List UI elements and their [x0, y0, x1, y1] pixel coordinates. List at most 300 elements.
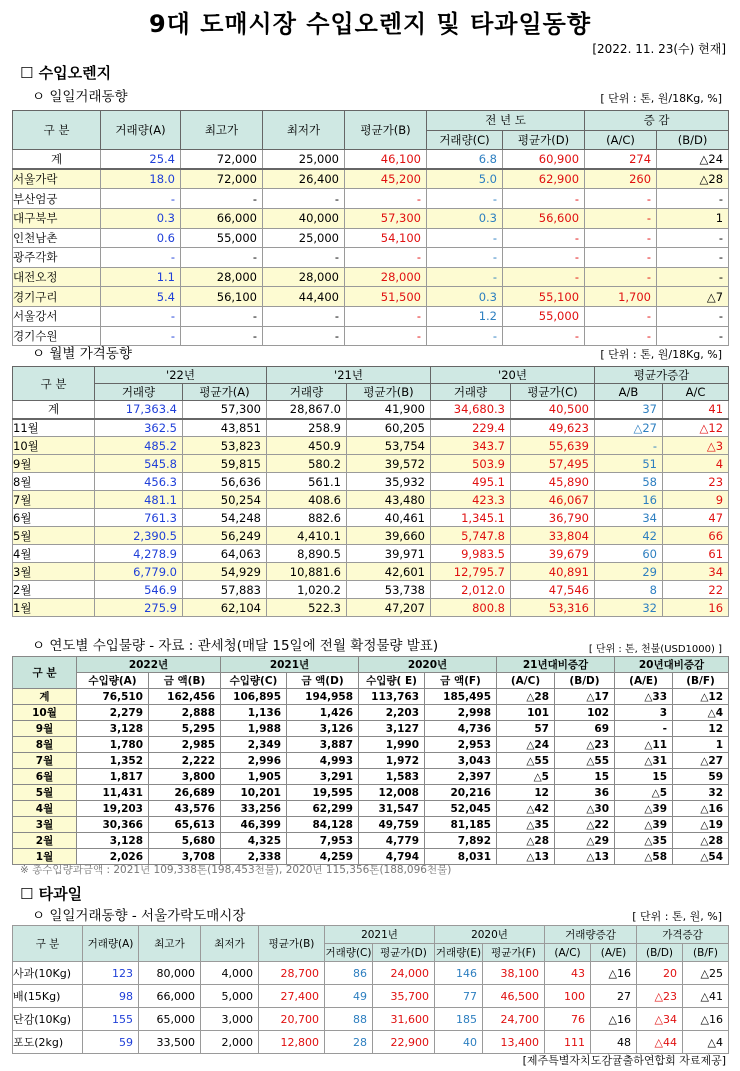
cell-ae: 27 — [591, 985, 637, 1008]
cell-volume: - — [101, 248, 181, 268]
col-ab: 금 액(B) — [149, 673, 221, 689]
yearly-subtitle-text: 연도별 수입물량 - 자료 : 관세청(매달 15일에 전월 확정물량 발표) — [49, 638, 439, 654]
cell-ac: 34 — [663, 563, 729, 581]
cell-avg: - — [345, 248, 427, 268]
cell-bd: △17 — [555, 689, 615, 705]
cell-bd: △24 — [657, 150, 729, 170]
cell-avg: 51,500 — [345, 287, 427, 307]
cell-bd: 15 — [555, 769, 615, 785]
cell-max: 66,000 — [181, 208, 263, 228]
cell-prev-volume: 0.3 — [427, 208, 503, 228]
col-bd: (B/D) — [637, 944, 683, 962]
cell-avg22: 53,823 — [183, 437, 267, 455]
cell-min: 4,000 — [201, 962, 259, 985]
yearly-import-table — [12, 656, 729, 865]
cell-avg20: 53,316 — [511, 599, 595, 617]
cell-vol20: 343.7 — [431, 437, 511, 455]
cell-vol22: 481.1 — [95, 491, 183, 509]
cell-avg21: 42,601 — [347, 563, 431, 581]
cell-bd: - — [657, 306, 729, 326]
cell-ae: 15 — [615, 769, 673, 785]
col-change21: 21년대비증감 — [497, 657, 615, 673]
cell-ac: 12 — [497, 785, 555, 801]
cell-ac: - — [585, 228, 657, 248]
row-label: 사과(10Kg) — [13, 962, 83, 985]
cell-bf: 59 — [673, 769, 729, 785]
cell-avg20: 57,495 — [511, 455, 595, 473]
cell-f: 46,500 — [483, 985, 545, 1008]
table-row — [13, 189, 729, 209]
cell-qc: 2,349 — [221, 737, 287, 753]
cell-ac: 100 — [545, 985, 591, 1008]
cell-avg22: 54,248 — [183, 509, 267, 527]
cell-vol21: 258.9 — [267, 419, 347, 437]
cell-avg: 28,700 — [259, 962, 325, 985]
cell-ac: 47 — [663, 509, 729, 527]
cell-prev-volume: - — [427, 267, 503, 287]
table-row — [13, 599, 729, 617]
row-label: 9월 — [13, 721, 77, 737]
cell-vol20: 12,795.7 — [431, 563, 511, 581]
cell-avg20: 49,623 — [511, 419, 595, 437]
col-bf: (B/F) — [683, 944, 729, 962]
cell-avg22: 43,851 — [183, 419, 267, 437]
cell-bf: 32 — [673, 785, 729, 801]
cell-ac: - — [585, 248, 657, 268]
cell-prev-volume: - — [427, 326, 503, 346]
cell-vol22: 4,278.9 — [95, 545, 183, 563]
cell-af: 2,998 — [425, 705, 497, 721]
cell-qc: 10,201 — [221, 785, 287, 801]
cell-avg: - — [345, 189, 427, 209]
cell-f: 13,400 — [483, 1031, 545, 1054]
cell-qe: 1,990 — [359, 737, 425, 753]
cell-bd: 36 — [555, 785, 615, 801]
col-change: 증 감 — [585, 111, 729, 131]
col-vol20: 거래량 — [431, 384, 511, 401]
cell-bf: △16 — [673, 801, 729, 817]
cell-vol22: 275.9 — [95, 599, 183, 617]
cell-max: 33,500 — [139, 1031, 201, 1054]
row-label: 5월 — [13, 527, 95, 545]
cell-ac: 260 — [585, 169, 657, 189]
cell-volume: 25.4 — [101, 150, 181, 170]
cell-max: - — [181, 326, 263, 346]
cell-qa: 1,780 — [77, 737, 149, 753]
cell-max: - — [181, 306, 263, 326]
cell-prev-volume: 0.3 — [427, 287, 503, 307]
cell-d: 22,900 — [373, 1031, 435, 1054]
cell-ac: 66 — [663, 527, 729, 545]
cell-volume: 18.0 — [101, 169, 181, 189]
cell-ab: 43,576 — [149, 801, 221, 817]
cell-vol21: 28,867.0 — [267, 401, 347, 419]
col-bd: (B/D) — [657, 130, 729, 150]
cell-bf: △28 — [673, 833, 729, 849]
cell-vol20: 2,012.0 — [431, 581, 511, 599]
cell-volume: - — [101, 326, 181, 346]
table-row — [13, 962, 729, 985]
cell-ac: 23 — [663, 473, 729, 491]
cell-qa: 1,817 — [77, 769, 149, 785]
col-2021: 2021년 — [325, 926, 435, 944]
cell-avg22: 57,883 — [183, 581, 267, 599]
cell-ab: △27 — [595, 419, 663, 437]
cell-ac: △28 — [497, 689, 555, 705]
table-row — [13, 419, 729, 437]
cell-vol22: 6,779.0 — [95, 563, 183, 581]
row-label: 8월 — [13, 737, 77, 753]
cell-vol20: 423.3 — [431, 491, 511, 509]
col-y21: '21년 — [267, 367, 431, 384]
cell-d: 35,700 — [373, 985, 435, 1008]
col-avg21: 평균가(B) — [347, 384, 431, 401]
cell-ab: - — [595, 437, 663, 455]
cell-ab: 3,708 — [149, 849, 221, 865]
row-label: 대전오정 — [13, 267, 101, 287]
cell-avg21: 39,572 — [347, 455, 431, 473]
cell-ac: 16 — [663, 599, 729, 617]
daily-subtitle-text: 일일거래동향 — [49, 89, 128, 105]
cell-avg22: 59,815 — [183, 455, 267, 473]
cell-qa: 1,352 — [77, 753, 149, 769]
cell-af: 185,495 — [425, 689, 497, 705]
cell-bd: △34 — [637, 1008, 683, 1031]
cell-ae: △58 — [615, 849, 673, 865]
col-min: 최저가 — [201, 926, 259, 962]
cell-vol21: 450.9 — [267, 437, 347, 455]
cell-min: 3,000 — [201, 1008, 259, 1031]
cell-qe: 2,203 — [359, 705, 425, 721]
table-row — [13, 753, 729, 769]
fruit-subtitle: ㅇ 일일거래동향 - 서울가락도매시장 — [32, 908, 246, 924]
col-ac: (A/C) — [545, 944, 591, 962]
cell-avg: 20,700 — [259, 1008, 325, 1031]
cell-qc: 46,399 — [221, 817, 287, 833]
cell-bd: △29 — [555, 833, 615, 849]
cell-bd: 1 — [657, 208, 729, 228]
cell-avg20: 40,891 — [511, 563, 595, 581]
cell-vol21: 8,890.5 — [267, 545, 347, 563]
cell-ad: 84,128 — [287, 817, 359, 833]
cell-prev-volume: - — [427, 189, 503, 209]
cell-prev-avg: 55,000 — [503, 306, 585, 326]
table-row — [13, 306, 729, 326]
yearly-unit: [ 단위 : 톤, 천불(USD1000) ] — [588, 644, 722, 655]
row-label: 포도(2kg) — [13, 1031, 83, 1054]
cell-c: 86 — [325, 962, 373, 985]
cell-ad: 4,993 — [287, 753, 359, 769]
cell-vol22: 2,390.5 — [95, 527, 183, 545]
col-ae: (A/E) — [615, 673, 673, 689]
cell-qa: 3,128 — [77, 833, 149, 849]
cell-min: 2,000 — [201, 1031, 259, 1054]
cell-qe: 12,008 — [359, 785, 425, 801]
table-row — [13, 1031, 729, 1054]
cell-min: - — [263, 306, 345, 326]
cell-ab: 60 — [595, 545, 663, 563]
row-label: 2월 — [13, 581, 95, 599]
section-fruit-title: ☐ 타과일 — [20, 885, 83, 903]
cell-ac: 4 — [663, 455, 729, 473]
cell-af: 3,043 — [425, 753, 497, 769]
col-prev-avg: 평균가(D) — [503, 130, 585, 150]
cell-ae: 3 — [615, 705, 673, 721]
cell-max: - — [181, 248, 263, 268]
cell-qe: 1,583 — [359, 769, 425, 785]
col-avg20: 평균가(C) — [511, 384, 595, 401]
cell-ac: △35 — [497, 817, 555, 833]
cell-ab: 34 — [595, 509, 663, 527]
cell-min: 25,000 — [263, 228, 345, 248]
cell-vol21: 10,881.6 — [267, 563, 347, 581]
cell-d: 31,600 — [373, 1008, 435, 1031]
table-row — [13, 150, 729, 170]
daily-subtitle: ㅇ 일일거래동향 — [32, 89, 128, 105]
cell-bf: △25 — [683, 962, 729, 985]
cell-ab: 5,295 — [149, 721, 221, 737]
row-label: 배(15Kg) — [13, 985, 83, 1008]
col-f: 평균가(F) — [483, 944, 545, 962]
cell-vol20: 34,680.3 — [431, 401, 511, 419]
cell-af: 4,736 — [425, 721, 497, 737]
table-row — [13, 228, 729, 248]
cell-ac: 57 — [497, 721, 555, 737]
col-2021: 2021년 — [221, 657, 359, 673]
cell-vol21: 580.2 — [267, 455, 347, 473]
col-2020: 2020년 — [359, 657, 497, 673]
cell-ae: △16 — [591, 962, 637, 985]
row-label: 단감(10Kg) — [13, 1008, 83, 1031]
cell-ad: 62,299 — [287, 801, 359, 817]
table-row — [13, 785, 729, 801]
cell-ab: 2,888 — [149, 705, 221, 721]
table-row — [13, 563, 729, 581]
cell-ab: 3,800 — [149, 769, 221, 785]
cell-avg: 28,000 — [345, 267, 427, 287]
cell-avg21: 41,900 — [347, 401, 431, 419]
cell-vol22: 17,363.4 — [95, 401, 183, 419]
cell-ac: △24 — [497, 737, 555, 753]
table-row — [13, 491, 729, 509]
cell-ac: 43 — [545, 962, 591, 985]
cell-avg21: 60,205 — [347, 419, 431, 437]
cell-bf: △4 — [683, 1031, 729, 1054]
cell-af: 81,185 — [425, 817, 497, 833]
yearly-subtitle: ㅇ 연도별 수입물량 - 자료 : 관세청(매달 15일에 전월 확정물량 발표) — [32, 638, 439, 654]
table-row — [13, 705, 729, 721]
cell-qc: 1,136 — [221, 705, 287, 721]
cell-ab: 29 — [595, 563, 663, 581]
cell-bd: △22 — [555, 817, 615, 833]
table-row — [13, 689, 729, 705]
cell-ab: 162,456 — [149, 689, 221, 705]
cell-prev-volume: - — [427, 228, 503, 248]
cell-qe: 1,972 — [359, 753, 425, 769]
cell-ae: △39 — [615, 801, 673, 817]
cell-max: 65,000 — [139, 1008, 201, 1031]
cell-c: 28 — [325, 1031, 373, 1054]
cell-avg: 12,800 — [259, 1031, 325, 1054]
cell-bd: △23 — [555, 737, 615, 753]
row-label: 1월 — [13, 849, 77, 865]
fruit-subtitle-text: 일일거래동향 - 서울가락도매시장 — [49, 908, 246, 924]
row-label: 6월 — [13, 509, 95, 527]
cell-ac: 61 — [663, 545, 729, 563]
cell-ae: △5 — [615, 785, 673, 801]
cell-qa: 76,510 — [77, 689, 149, 705]
cell-max: 56,100 — [181, 287, 263, 307]
col-ae: (A/E) — [591, 944, 637, 962]
cell-ac: - — [585, 189, 657, 209]
cell-ac: - — [585, 306, 657, 326]
cell-bf: 1 — [673, 737, 729, 753]
cell-ac: 111 — [545, 1031, 591, 1054]
cell-avg: - — [345, 306, 427, 326]
row-label: 10월 — [13, 705, 77, 721]
row-label: 경기수원 — [13, 326, 101, 346]
cell-min: 5,000 — [201, 985, 259, 1008]
cell-max: - — [181, 189, 263, 209]
row-label: 서울가락 — [13, 169, 101, 189]
cell-af: 2,953 — [425, 737, 497, 753]
cell-bf: △54 — [673, 849, 729, 865]
cell-min: 26,400 — [263, 169, 345, 189]
col-vol22: 거래량 — [95, 384, 183, 401]
yearly-note: ※ 총수입량과금액 : 2021년 109,338톤(198,453천불), 2020년 115,356톤(188,096천불) — [20, 864, 452, 876]
table-row — [13, 985, 729, 1008]
col-qa: 수입량(A) — [77, 673, 149, 689]
cell-ac: 101 — [497, 705, 555, 721]
cell-ac: △55 — [497, 753, 555, 769]
row-label: 7월 — [13, 753, 77, 769]
col-2022: 2022년 — [77, 657, 221, 673]
cell-volume: 59 — [83, 1031, 139, 1054]
cell-avg21: 35,932 — [347, 473, 431, 491]
cell-bf: △41 — [683, 985, 729, 1008]
cell-af: 52,045 — [425, 801, 497, 817]
cell-min: - — [263, 248, 345, 268]
cell-qc: 1,905 — [221, 769, 287, 785]
col-2020: 2020년 — [435, 926, 545, 944]
cell-prev-volume: 1.2 — [427, 306, 503, 326]
cell-ab: 51 — [595, 455, 663, 473]
table-row — [13, 473, 729, 491]
cell-vol22: 485.2 — [95, 437, 183, 455]
cell-avg21: 53,754 — [347, 437, 431, 455]
cell-ad: 7,953 — [287, 833, 359, 849]
table-row — [13, 737, 729, 753]
cell-min: - — [263, 189, 345, 209]
cell-ae: △31 — [615, 753, 673, 769]
col-avg-change: 평균가증감 — [595, 367, 729, 384]
table-row — [13, 208, 729, 228]
cell-d: 24,000 — [373, 962, 435, 985]
monthly-price-table — [12, 366, 729, 617]
cell-vol20: 229.4 — [431, 419, 511, 437]
cell-qe: 113,763 — [359, 689, 425, 705]
table-row — [13, 581, 729, 599]
cell-bf: △27 — [673, 753, 729, 769]
cell-ac: △5 — [497, 769, 555, 785]
row-label: 광주각화 — [13, 248, 101, 268]
cell-ab: 37 — [595, 401, 663, 419]
cell-ad: 194,958 — [287, 689, 359, 705]
cell-ad: 4,259 — [287, 849, 359, 865]
cell-prev-avg: 56,600 — [503, 208, 585, 228]
cell-bd: 20 — [637, 962, 683, 985]
cell-avg20: 40,500 — [511, 401, 595, 419]
table-row — [13, 1008, 729, 1031]
col-category: 구 분 — [13, 367, 95, 401]
cell-bd: - — [657, 326, 729, 346]
cell-min: - — [263, 326, 345, 346]
col-ad: 금 액(D) — [287, 673, 359, 689]
daily-unit: [ 단위 : 톤, 원/18Kg, %] — [600, 92, 722, 105]
cell-ab: 26,689 — [149, 785, 221, 801]
cell-ac: 41 — [663, 401, 729, 419]
col-e: 거래량(E) — [435, 944, 483, 962]
cell-ab: 16 — [595, 491, 663, 509]
table-row — [13, 248, 729, 268]
cell-ad: 3,291 — [287, 769, 359, 785]
row-label: 5월 — [13, 785, 77, 801]
cell-vol21: 522.3 — [267, 599, 347, 617]
cell-bd: - — [657, 248, 729, 268]
cell-max: 28,000 — [181, 267, 263, 287]
cell-bf: △16 — [683, 1008, 729, 1031]
row-label: 3월 — [13, 817, 77, 833]
cell-avg: - — [345, 326, 427, 346]
cell-prev-volume: 5.0 — [427, 169, 503, 189]
cell-vol20: 800.8 — [431, 599, 511, 617]
cell-bf: △19 — [673, 817, 729, 833]
col-vol-change: 거래량증감 — [545, 926, 637, 944]
col-ab: A/B — [595, 384, 663, 401]
cell-ab: 8 — [595, 581, 663, 599]
cell-ad: 1,426 — [287, 705, 359, 721]
cell-qa: 2,026 — [77, 849, 149, 865]
table-row — [13, 437, 729, 455]
cell-f: 24,700 — [483, 1008, 545, 1031]
cell-avg22: 56,636 — [183, 473, 267, 491]
cell-prev-avg: 55,100 — [503, 287, 585, 307]
table-row — [13, 401, 729, 419]
cell-avg22: 62,104 — [183, 599, 267, 617]
col-ac: (A/C) — [585, 130, 657, 150]
col-prev-volume: 거래량(C) — [427, 130, 503, 150]
col-price-change: 가격증감 — [637, 926, 729, 944]
cell-prev-volume: - — [427, 248, 503, 268]
cell-max: 66,000 — [139, 985, 201, 1008]
cell-prev-avg: - — [503, 267, 585, 287]
cell-qa: 2,279 — [77, 705, 149, 721]
table-row — [13, 169, 729, 189]
cell-avg20: 33,804 — [511, 527, 595, 545]
cell-max: 72,000 — [181, 150, 263, 170]
col-y22: '22년 — [95, 367, 267, 384]
row-label: 대구북부 — [13, 208, 101, 228]
cell-ad: 3,126 — [287, 721, 359, 737]
cell-min: 28,000 — [263, 267, 345, 287]
cell-avg: 45,200 — [345, 169, 427, 189]
cell-avg22: 54,929 — [183, 563, 267, 581]
cell-bd: 69 — [555, 721, 615, 737]
cell-ae: △39 — [615, 817, 673, 833]
cell-ac: 76 — [545, 1008, 591, 1031]
cell-ac: - — [585, 267, 657, 287]
table-row — [13, 801, 729, 817]
